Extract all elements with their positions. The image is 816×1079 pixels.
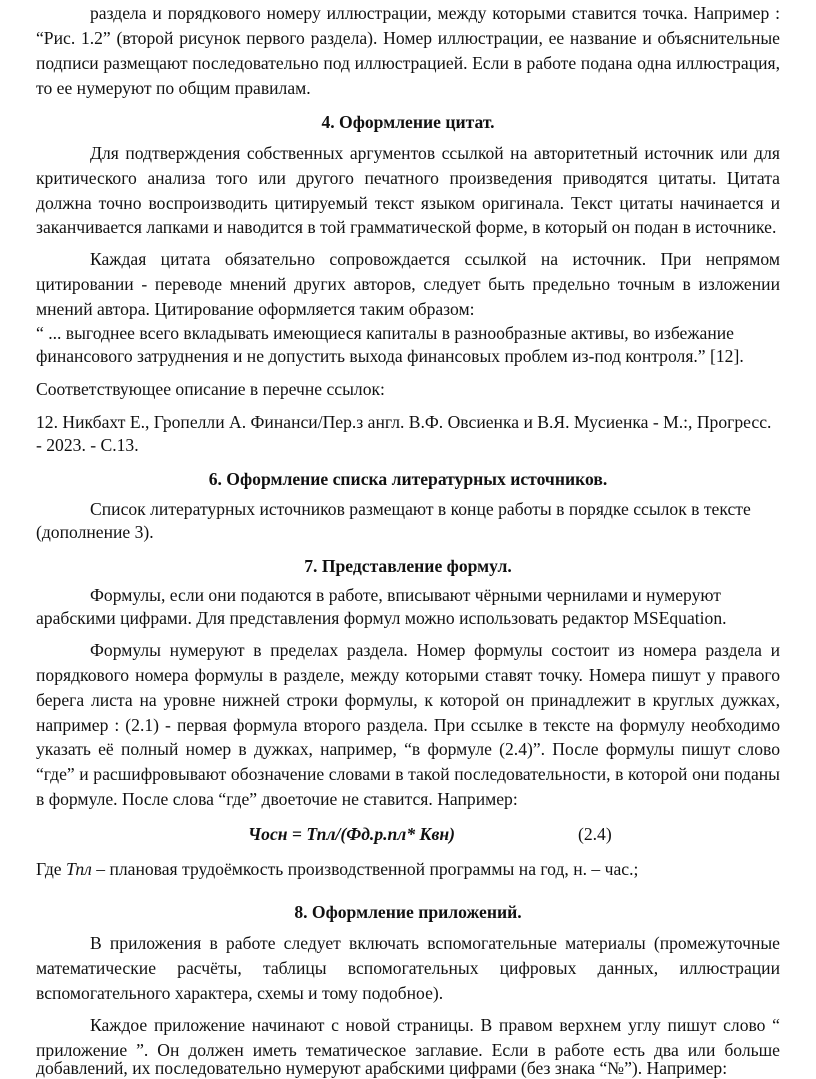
where-symbol: Тпл: [66, 859, 92, 879]
quote-line: финансового затруднения и не допустить выхода финансовых проблем из-под контроля.” [12].: [36, 346, 744, 366]
section-heading: 6. Оформление списка литературных источников.: [208, 469, 608, 489]
reference-entry: 12. Никбахт Е., Гропелли А. Финанси/Пер.з англ. В.Ф. Овсиенка и В.Я. Мусиенка - М.:, Прогресс.: [36, 412, 772, 432]
paragraph-line: критического анализа того или другого печатного произведения приводятся цитаты. Цитата: [36, 168, 780, 188]
paragraph-line: Каждое приложение начинают с новой страницы. В правом верхнем углу пишут слово “: [90, 1015, 780, 1035]
formula-number: (2.4): [578, 824, 612, 844]
paragraph-line: Формулы нумеруют в пределах раздела. Номер формулы состоит из номера раздела и: [90, 640, 780, 660]
paragraph-line: например : (2.1) - первая формула второго раздела. При ссылке в тексте на формулу необходимо: [36, 715, 780, 735]
paragraph-line: В приложения в работе следует включать вспомогательные материалы (промежуточные: [90, 933, 780, 953]
section-heading: 7. Представление формул.: [304, 556, 512, 576]
paragraph-line: Для подтверждения собственных аргументов ссылкой на авторитетный источник или для: [90, 143, 780, 163]
paragraph-line: мнений автора. Цитирование оформляется таким образом:: [36, 299, 475, 319]
paragraph-line: раздела и порядкового номеру иллюстрации, между которыми ставится точка. Например :: [90, 3, 780, 23]
paragraph-line: “где” и расшифровывают обозначение словами в такой последовательности, в которой они поданы: [36, 764, 780, 784]
paragraph-line: должна точно воспроизводить цитируемый текст языком оригинала. Текст цитаты начинается и: [36, 193, 780, 213]
paragraph-line: подписи размещают последовательно под иллюстрацией. Если в работе подана одна иллюстрация,: [36, 53, 780, 73]
paragraph-line: Формулы, если они подаются в работе, вписывают чёрными чернилами и нумеруют: [90, 585, 721, 605]
paragraph-line: добавлений, их последовательно нумеруют арабскими цифрами (без знака “№”). Например:: [36, 1058, 728, 1078]
formula: Чосн = Тпл/(Фд.р.пл* Квн): [248, 824, 455, 844]
paragraph-line: порядкового номера формулы в разделе, между которыми ставят точку. Номера пишут у правого: [36, 665, 780, 685]
paragraph-line: (дополнение 3).: [36, 522, 154, 542]
paragraph-line: “Рис. 1.2” (второй рисунок первого раздела). Номер иллюстрации, ее название и объяснительные: [36, 28, 780, 48]
paragraph-line: в формуле. После слова “где” двоеточие не ставится. Например:: [36, 789, 518, 809]
where-prefix: Где: [36, 859, 67, 879]
section-heading: 8. Оформление приложений.: [294, 902, 522, 922]
paragraph-line: заканчивается лапками и наводится в той грамматической форме, в который он подан в источнике.: [36, 217, 777, 237]
quote-line: “ ... выгоднее всего вкладывать имеющиеся капиталы в разнообразные активы, во избежание: [36, 323, 734, 343]
paragraph-line: Каждая цитата обязательно сопровождается ссылкой на источник. При непрямом: [90, 249, 780, 269]
paragraph-line: Список литературных источников размещают в конце работы в порядке ссылок в тексте: [90, 499, 751, 519]
paragraph-line: математические расчёты, таблицы вспомогательных цифровых данных, иллюстрации: [36, 958, 780, 978]
where-description: – плановая трудоёмкость производственной программы на год, н. – час.;: [91, 859, 639, 879]
section-heading: 4. Оформление цитат.: [321, 112, 495, 132]
paragraph-line: приложение ”. Он должен иметь тематическое заглавие. Если в работе есть два или больше: [36, 1040, 780, 1060]
formula-explanation: [36, 858, 780, 880]
paragraph-line: указать её полный номер в дужках, например, “в формуле (2.4)”. После формулы пишут слово: [36, 739, 780, 759]
reference-intro: Соответствующее описание в перечне ссылок:: [36, 379, 385, 399]
reference-entry-continued: - 2023. - С.13.: [36, 435, 139, 455]
paragraph-line: берега листа на уровне нижней строки формулы, к которой он принадлежит в круглых дужках,: [36, 690, 780, 710]
paragraph-line: вспомогательного характера, схемы и тому подобное).: [36, 983, 444, 1003]
paragraph-line: то ее нумеруют по общим правилам.: [36, 78, 311, 98]
paragraph-line: цитировании - переводе мнений других авторов, следует быть предельно точным в изложении: [36, 274, 780, 294]
paragraph-line: арабскими цифрами. Для представления формул можно использовать редактор MSEquation.: [36, 608, 727, 628]
